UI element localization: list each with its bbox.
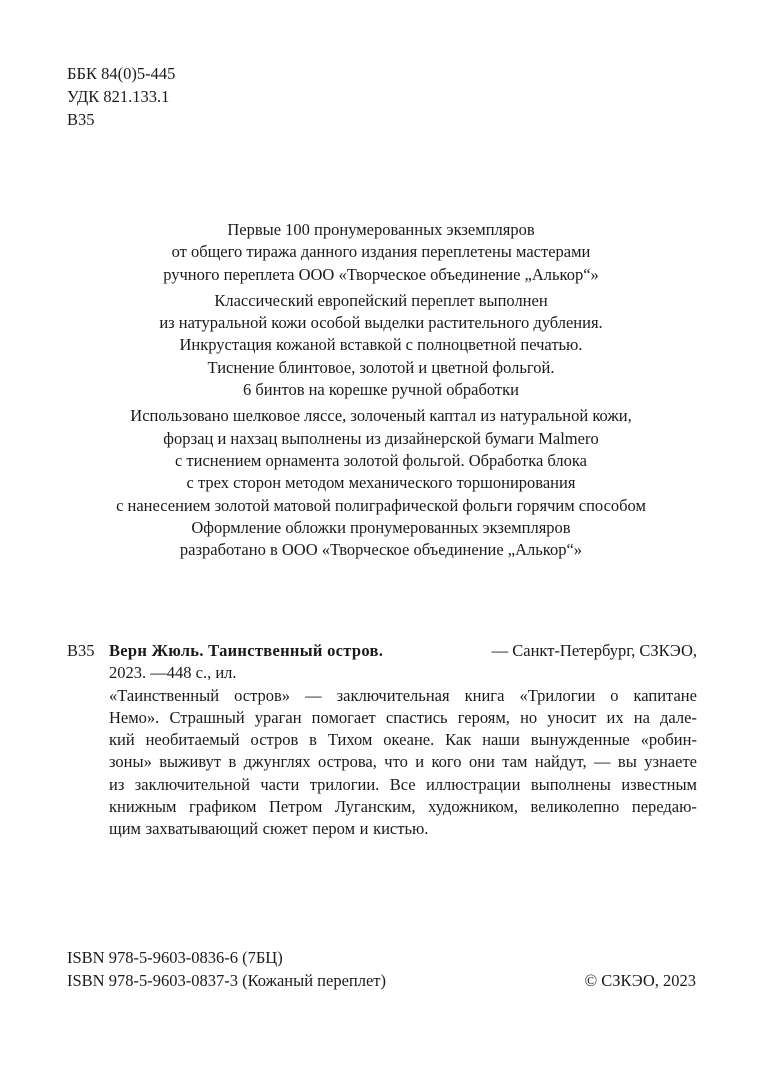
note-line: Инкрустация кожаной вставкой с полноцветной печатью.	[179, 335, 583, 355]
annotation-word: помогает	[311, 707, 376, 727]
annotation-word: в	[309, 730, 317, 750]
bbk-code: ББК 84(0)5-445	[67, 64, 176, 83]
annotation-word: спастись	[385, 707, 448, 727]
annotation-line	[109, 818, 697, 840]
isbn-line: ISBN 978-5-9603-0836-6 (7БЦ)	[67, 948, 283, 967]
annotation-word: ураган	[254, 707, 302, 727]
note-line: форзац и нахзац выполнены из дизайнерской бумаги Malmero	[163, 428, 599, 448]
bib-heading-line	[109, 640, 697, 662]
annotation-word: заключительная	[336, 685, 450, 705]
annotation-word: Немо».	[109, 707, 160, 727]
materials-note	[40, 405, 722, 561]
annotation-word: великолепно	[530, 797, 620, 817]
udk-code: УДК 821.133.1	[67, 87, 170, 106]
annotation-word: Тихом	[327, 730, 373, 750]
annotation-word: необитаемый	[145, 730, 240, 750]
annotation-word: их	[606, 707, 624, 727]
annotation-word: передаю-	[631, 797, 697, 817]
annotation-word: выполнены	[530, 774, 611, 794]
annotation-word: —	[594, 752, 611, 772]
annotation-word: зоны»	[109, 752, 152, 772]
annotation-word: далe-	[660, 707, 697, 727]
note-line: Классический европейский переплет выполнен	[214, 290, 548, 310]
annotation-word: там	[502, 752, 528, 772]
annotation-line	[109, 751, 697, 773]
annotation-line	[109, 774, 697, 796]
annotation-word: Страшный	[169, 707, 245, 727]
annotation-word: острова,	[317, 752, 377, 772]
annotation-word: известным	[621, 774, 697, 794]
annotation-word: героям,	[457, 707, 510, 727]
annotation-word: из	[109, 774, 125, 794]
annotation-line	[109, 685, 697, 707]
annotation-word: вы	[617, 752, 637, 772]
annotation-word: Луганским,	[334, 797, 416, 817]
annotation-word: наши	[482, 730, 520, 750]
note-line: Первые 100 пронумерованных экземпляров	[227, 220, 535, 239]
isbn-line: ISBN 978-5-9603-0837-3 (Кожаный переплет)	[67, 971, 387, 990]
note-line: 6 бинтов на корешке ручной обработки	[243, 380, 519, 400]
bibliographic-record	[67, 640, 697, 841]
annotation-line	[109, 707, 697, 729]
annotation-word: —	[305, 685, 322, 705]
annotation-word: Петром	[269, 797, 323, 817]
annotation-line	[109, 729, 697, 751]
note-line: с тиснением орнамента золотой фольгой. Обработка блока	[174, 450, 587, 470]
book-year-pages: 2023. —448 с., ил.	[109, 663, 237, 683]
annotation-word: «робин-	[640, 730, 697, 750]
annotation-word: книга	[464, 685, 505, 705]
annotation-word: остров»	[234, 685, 291, 705]
annotation-word: части	[260, 774, 300, 794]
annotation-word: в	[228, 752, 237, 772]
author-sign: В35	[67, 110, 95, 129]
note-line: ручного переплета ООО «Творческое объединение „Алькор“»	[163, 264, 599, 284]
annotation-word: кий	[109, 730, 135, 750]
note-line: Тиснение блинтовое, золотой и цветной фольгой.	[207, 357, 555, 377]
annotation-word: вынужденные	[530, 730, 630, 750]
note-line: от общего тиража данного издания переплетены мастерами	[171, 242, 591, 262]
copyright-notice: © СЗКЭО, 2023	[584, 971, 696, 990]
note-line: с нанесением золотой матовой полиграфической фольги горячим способом	[116, 495, 646, 515]
annotation-word: пером	[312, 819, 356, 839]
note-line: из натуральной кожи особой выделки растительного дубления.	[159, 313, 603, 333]
annotation-word: щим	[109, 819, 141, 839]
annotation-word: найдут,	[534, 752, 587, 772]
note-line: с трех сторон методом механического торшонирования	[186, 473, 576, 493]
annotation-word: кистью.	[373, 819, 429, 839]
annotation-word: Все	[389, 774, 416, 794]
annotation-word: заключительной	[134, 774, 250, 794]
annotation-word: капитане	[633, 685, 697, 705]
annotation-word: художником,	[428, 797, 518, 817]
note-line: разработано в ООО «Творческое объединение „Алькор“»	[179, 540, 583, 560]
binding-note	[40, 290, 722, 401]
annotation-word: узнаете	[644, 752, 697, 772]
annotation-word: выживут	[159, 752, 222, 772]
note-line: Оформление обложки пронумерованных экземпляров	[191, 517, 571, 537]
annotation-word: остров	[250, 730, 299, 750]
annotation-word: о	[610, 685, 619, 705]
annotation-word: сюжет	[262, 819, 308, 839]
book-title-author: Верн Жюль. Таинственный остров.	[109, 641, 384, 660]
annotation-word: но	[520, 707, 538, 727]
annotation-line	[109, 796, 697, 818]
annotation-word: Как	[445, 730, 472, 750]
classification-codes	[67, 62, 175, 131]
annotation-word: джунглях	[243, 752, 311, 772]
annotation-word: что	[384, 752, 408, 772]
annotation-word: уносит	[547, 707, 597, 727]
annotation-word: захватывающий	[145, 819, 259, 839]
annotation-word: иллюстрации	[425, 774, 521, 794]
annotation-word: книжным	[109, 797, 177, 817]
annotation-word: трилогии.	[309, 774, 380, 794]
edition-notes	[40, 219, 722, 565]
annotation-word: графиком	[189, 797, 257, 817]
annotation-word: на	[633, 707, 650, 727]
annotation-word: «Трилогии	[519, 685, 596, 705]
annotation-word: и	[359, 819, 369, 839]
annotation-word: кого	[431, 752, 462, 772]
annotation-word: и	[415, 752, 425, 772]
bib-author-sign: В35	[67, 641, 95, 660]
isbn-block	[67, 946, 386, 992]
annotation-word: они	[468, 752, 495, 772]
annotation-word: «Таинственный	[109, 685, 220, 705]
note-line: Использовано шелковое ляссе, золоченый каптал из натуральной кожи,	[130, 406, 632, 426]
book-publisher: — Санкт-Петербург, СЗКЭО,	[491, 641, 697, 660]
book-annotation	[109, 685, 697, 841]
numbered-copies-note	[40, 219, 722, 286]
annotation-word: океане.	[383, 730, 435, 750]
